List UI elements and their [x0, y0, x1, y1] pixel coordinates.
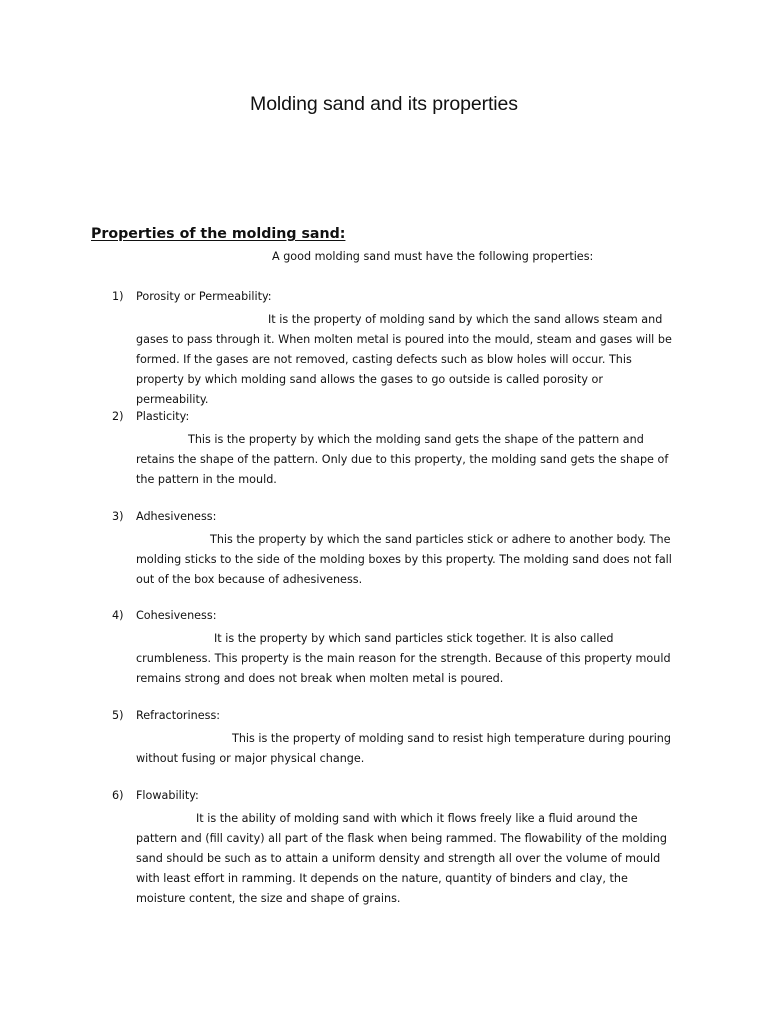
item-body: This is the property by which the molding sand gets the shape of the pattern and retains the shape of the pattern. Only due to this property, the molding sand gets the shape of the pattern in the mould.	[136, 433, 669, 486]
document-title: Molding sand and its properties	[250, 93, 518, 115]
item-number: 3)	[112, 510, 124, 523]
item-body: It is the ability of molding sand with which it flows freely like a fluid around the pattern and (fill cavity) all part of the flask when being rammed. The flowability of the molding sand should be such as to attain a uniform density and strength all over the volume of mould with least effort in ramming. It depends on the nature, quantity of binders and clay, the moisture content, the size and shape of grains.	[136, 812, 667, 905]
item-heading: Cohesiveness:	[136, 609, 217, 622]
item-body: This is the property of molding sand to resist high temperature during pouring without fusing or major physical change.	[136, 732, 671, 765]
item-number: 4)	[112, 609, 124, 622]
item-heading: Refractoriness:	[136, 709, 221, 722]
item-heading: Flowability:	[136, 789, 199, 802]
item-number: 6)	[112, 789, 124, 802]
item-heading: Adhesiveness:	[136, 510, 217, 523]
item-body: It is the property of molding sand by which the sand allows steam and gases to pass through it. When molten metal is poured into the mould, steam and gases will be formed. If the gases are not removed, casting defects such as blow holes will occur. This property by which molding sand allows the gases to go outside is called porosity or permeability.	[136, 313, 672, 406]
item-heading: Plasticity:	[136, 410, 190, 423]
item-body: It is the property by which sand particles stick together. It is also called crumbleness. This property is the main reason for the strength. Because of this property mould remains strong and does not break when molten metal is poured.	[136, 632, 671, 685]
intro-text: A good molding sand must have the following properties:	[272, 250, 594, 263]
item-heading: Porosity or Permeability:	[136, 290, 272, 303]
section-heading: Properties of the molding sand:	[91, 226, 346, 242]
item-number: 2)	[112, 410, 124, 423]
item-number: 1)	[112, 290, 124, 303]
item-body: This the property by which the sand particles stick or adhere to another body. The molding sticks to the side of the molding boxes by this property. The molding sand does not fall out of the box because of adhesiveness.	[136, 533, 672, 586]
item-number: 5)	[112, 709, 124, 722]
